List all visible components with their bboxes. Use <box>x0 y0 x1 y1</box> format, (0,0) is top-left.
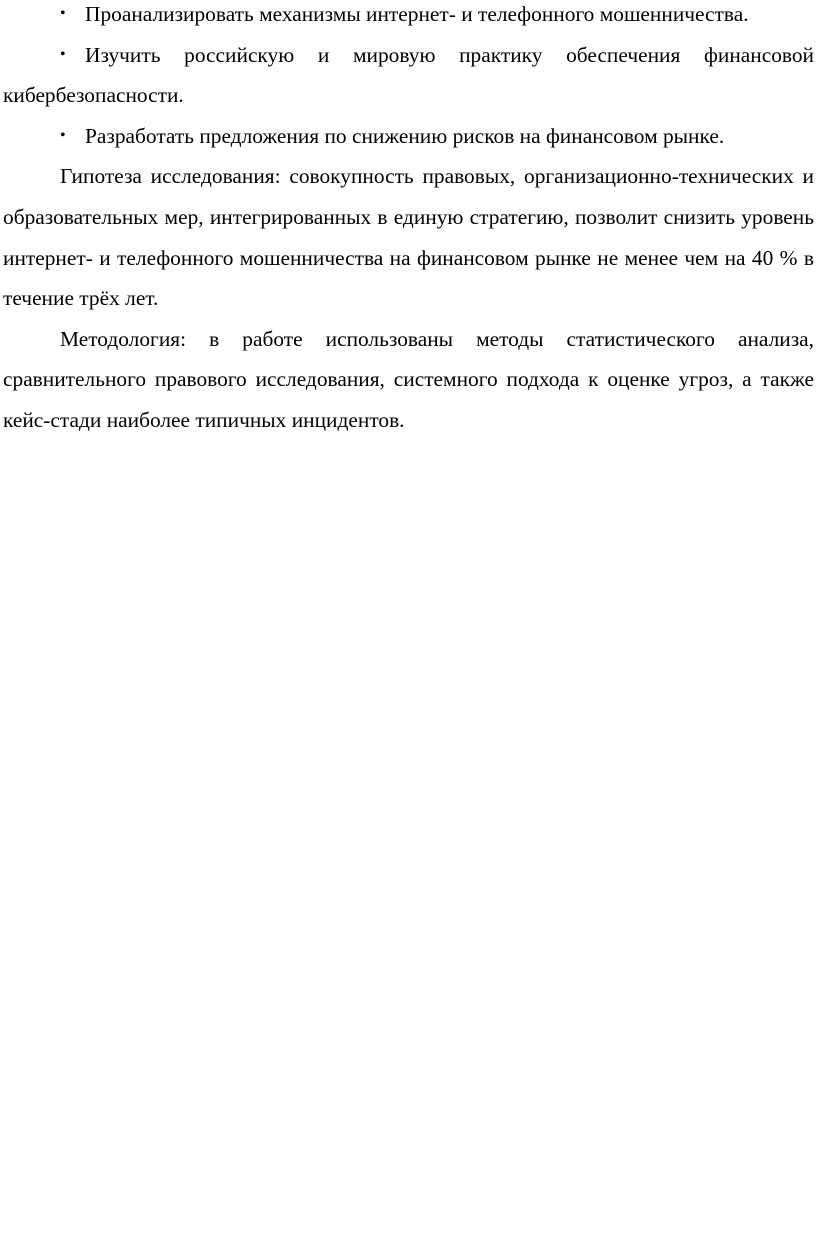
bullet-icon: • <box>60 45 66 63</box>
hypothesis-paragraph: Гипотеза исследования: совокупность правовых, организационно-технических и образовательных мер, интегрированных в единую стратегию, позволит снизить уровень интернет- и телефонного мошенничества на финансовом рынке не менее чем на 40 % в течение трёх лет. <box>3 164 814 311</box>
bullet-item-3 <box>3 116 814 157</box>
bullet-icon: • <box>60 126 66 144</box>
bullet-text: Разработать предложения по снижению рисков на финансовом рынке. <box>85 123 725 148</box>
bullet-item-2 <box>3 35 814 116</box>
bullet-icon: • <box>60 5 66 22</box>
methodology-paragraph: Методология: в работе использованы методы статистического анализа, сравнительного правового исследования, системного подхода к оценке угроз, а также кейс-стади наиболее типичных инцидентов. <box>3 326 814 432</box>
bullet-text: Проанализировать механизмы интернет- и телефонного мошенничества. <box>85 2 749 26</box>
bullet-item-1 <box>3 0 814 35</box>
bullet-text: Изучить российскую и мировую практику обеспечения финансовой кибербезопасности. <box>3 42 814 108</box>
